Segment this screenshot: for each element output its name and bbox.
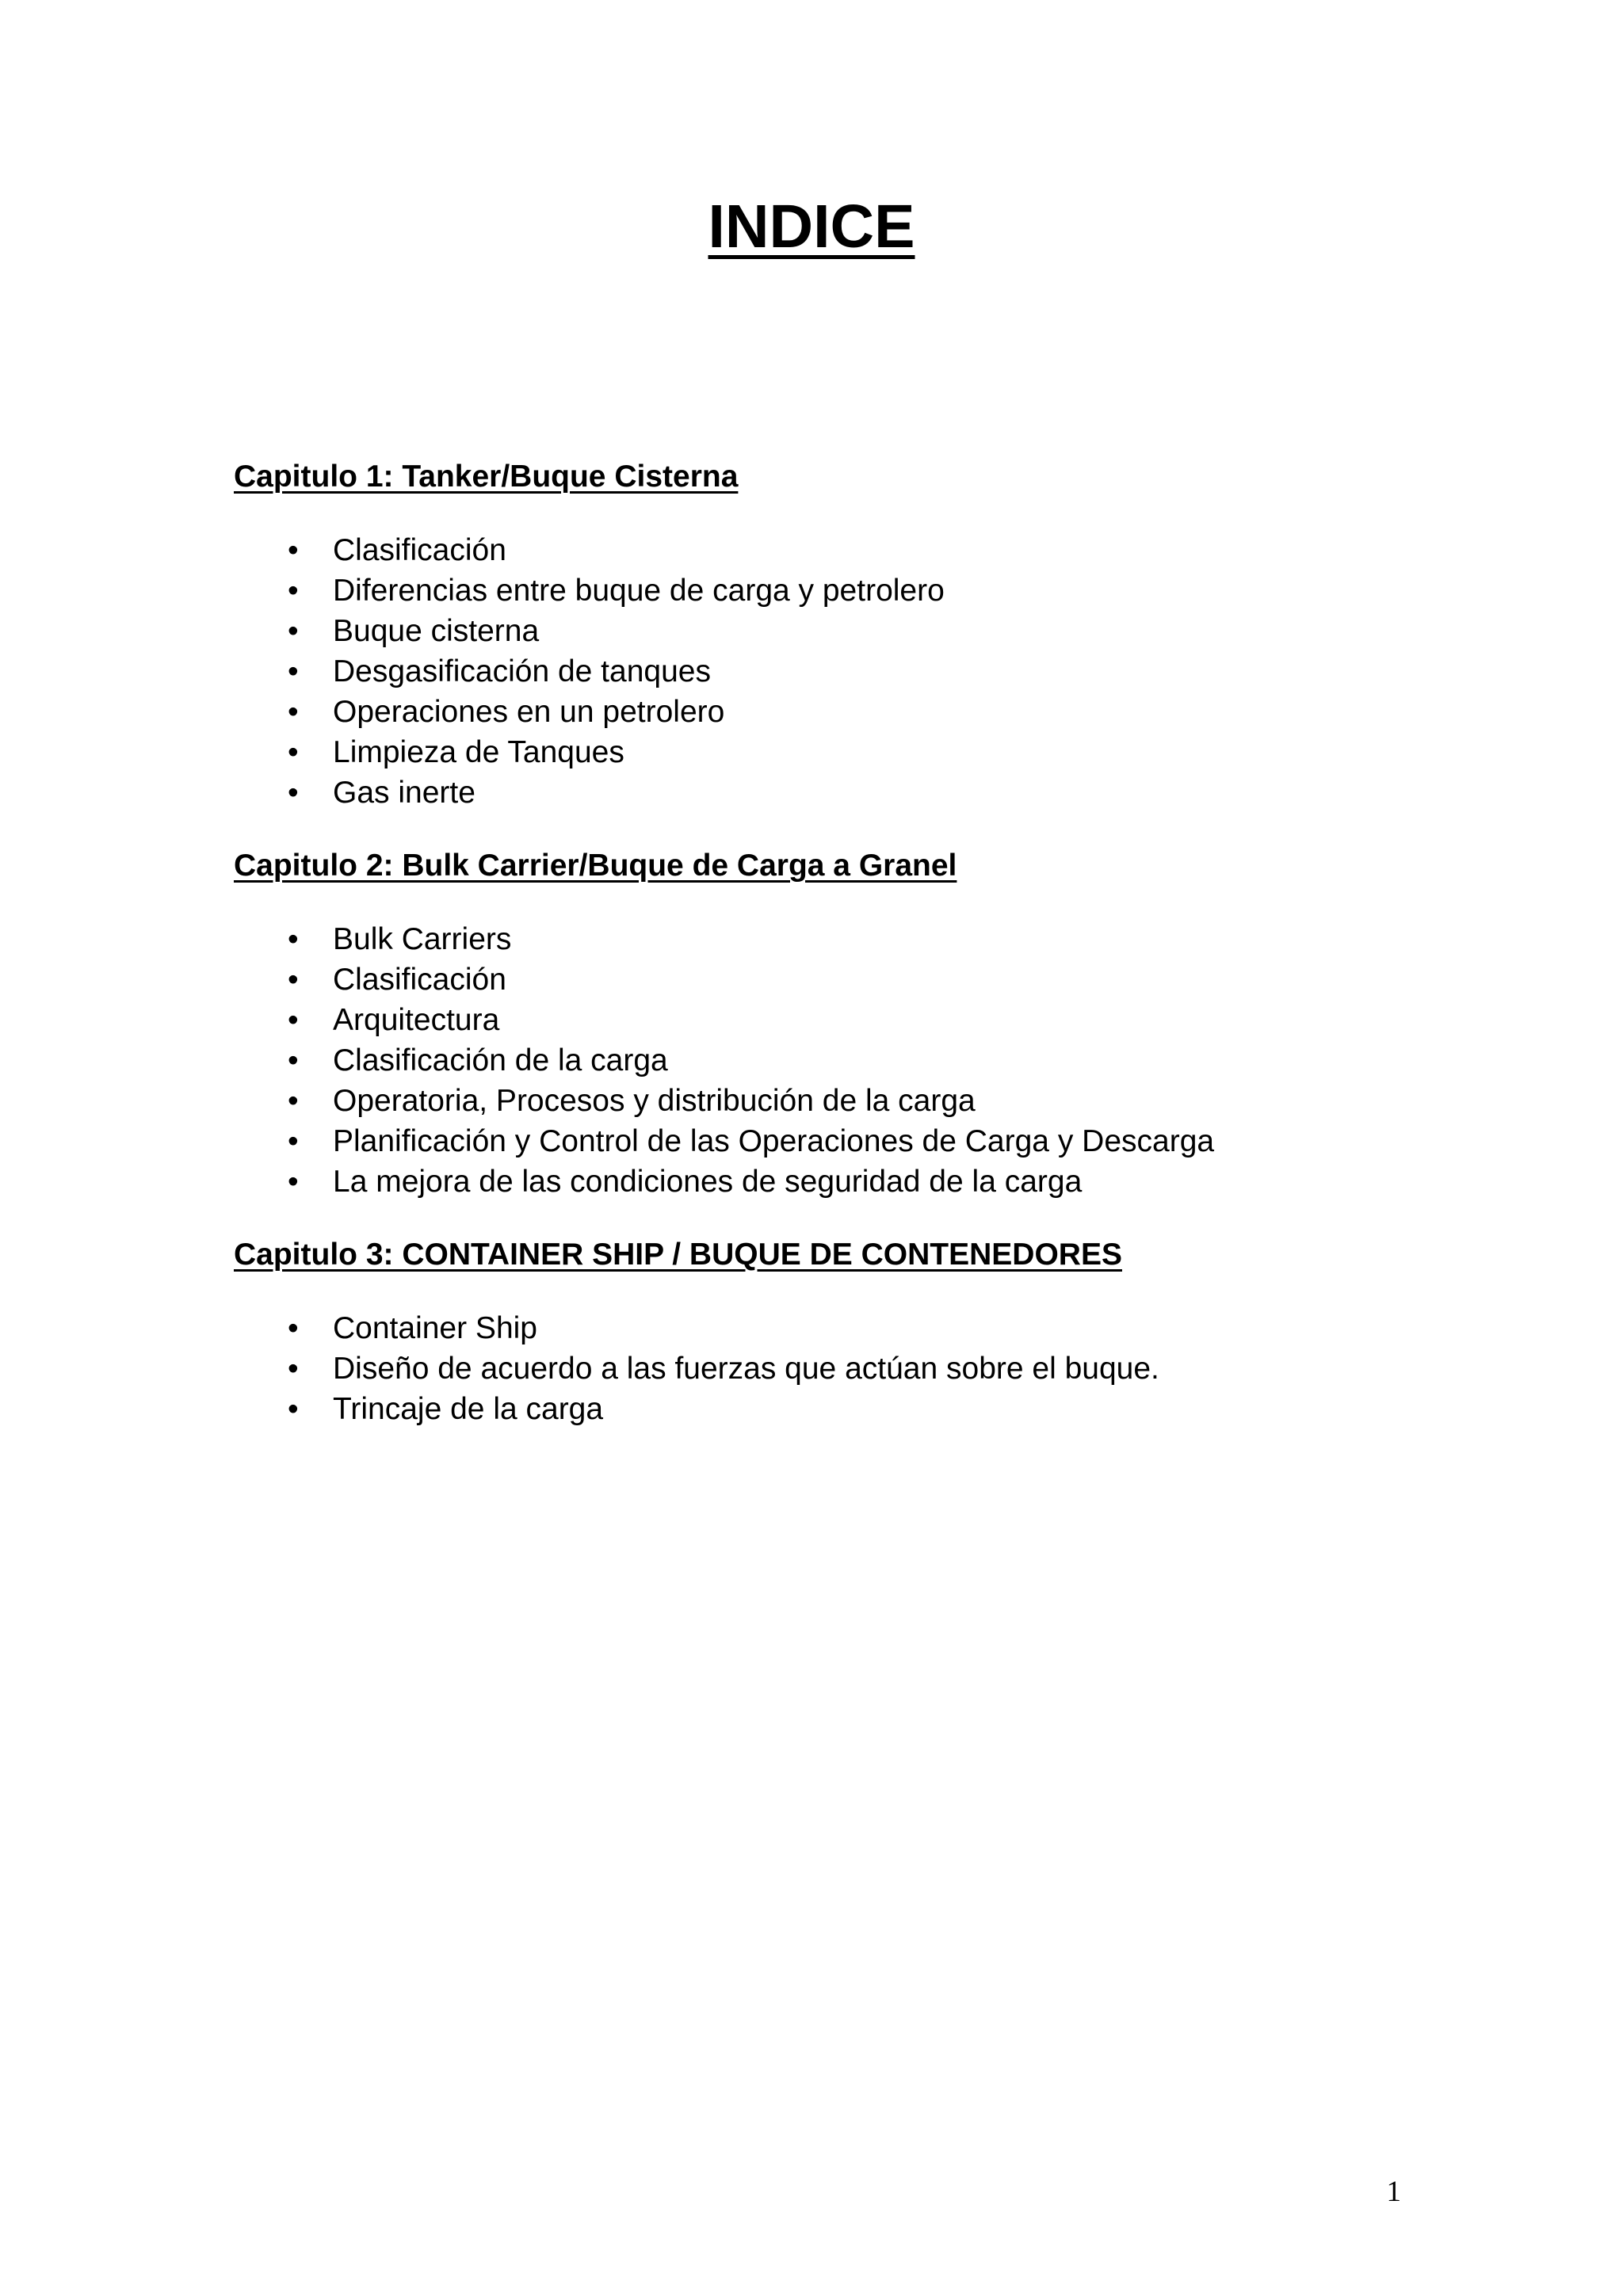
page-number: 1 bbox=[1386, 2176, 1401, 2208]
chapter-1 bbox=[234, 454, 1462, 813]
chapter-heading: Capitulo 2: Bulk Carrier/Buque de Carga a Granel bbox=[234, 849, 957, 883]
page-title: INDICE bbox=[708, 193, 915, 261]
chapter-item-list bbox=[234, 919, 1462, 1202]
list-item: • Diferencias entre buque de carga y petrolero bbox=[234, 570, 1462, 611]
chapter-3 bbox=[234, 1232, 1462, 1429]
list-item: • Container Ship bbox=[234, 1308, 1462, 1348]
list-item: • Trincaje de la carga bbox=[234, 1389, 1462, 1429]
list-item: • Diseño de acuerdo a las fuerzas que actúan sobre el buque. bbox=[234, 1348, 1462, 1389]
chapter-item-list bbox=[234, 530, 1462, 813]
list-item: • Arquitectura bbox=[234, 1000, 1462, 1040]
chapter-heading: Capitulo 3: CONTAINER SHIP / BUQUE DE CONTENEDORES bbox=[234, 1238, 1122, 1272]
list-item: • Desgasificación de tanques bbox=[234, 651, 1462, 692]
list-item: • Operaciones en un petrolero bbox=[234, 692, 1462, 732]
chapter-2 bbox=[234, 843, 1462, 1202]
list-item: • Limpieza de Tanques bbox=[234, 732, 1462, 772]
list-item: • Clasificación bbox=[234, 530, 1462, 570]
list-item: • Clasificación bbox=[234, 959, 1462, 1000]
list-item: • Operatoria, Procesos y distribución de la carga bbox=[234, 1081, 1462, 1121]
list-item: • Clasificación de la carga bbox=[234, 1040, 1462, 1081]
list-item: • Buque cisterna bbox=[234, 611, 1462, 651]
list-item: • Planificación y Control de las Operaciones de Carga y Descarga bbox=[234, 1121, 1462, 1161]
list-item: • La mejora de las condiciones de seguridad de la carga bbox=[234, 1161, 1462, 1202]
table-of-contents bbox=[234, 454, 1462, 1459]
list-item: • Bulk Carriers bbox=[234, 919, 1462, 959]
chapter-heading: Capitulo 1: Tanker/Buque Cisterna bbox=[234, 460, 739, 494]
chapter-item-list bbox=[234, 1308, 1462, 1429]
list-item: • Gas inerte bbox=[234, 772, 1462, 813]
